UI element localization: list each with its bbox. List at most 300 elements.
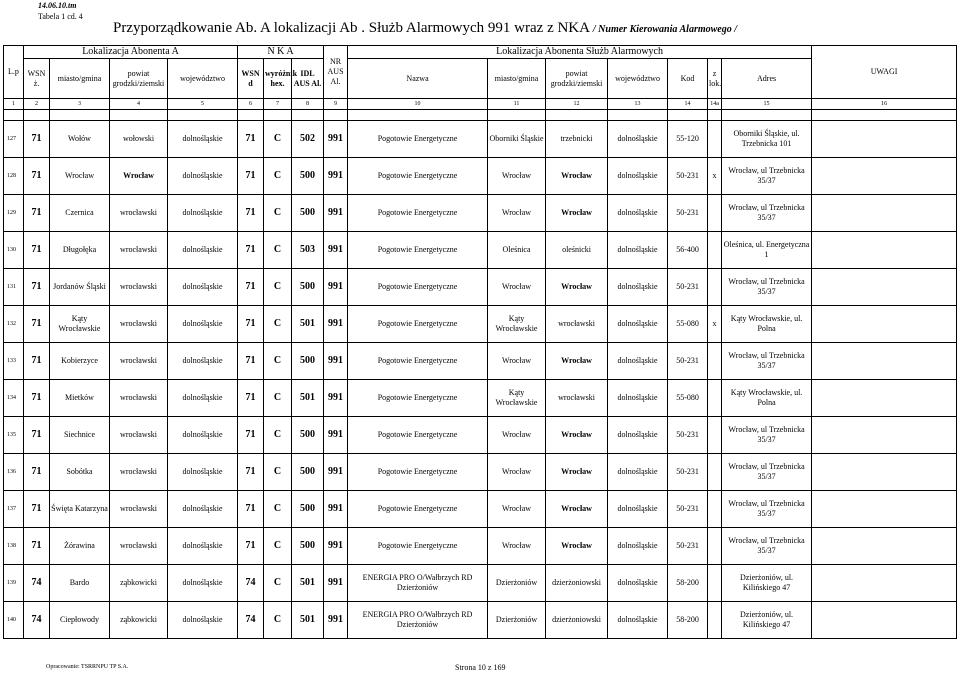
row-wojewodztwo: dolnośląskie	[168, 528, 238, 565]
col-number: 8	[292, 99, 324, 110]
row-kod: 50-231	[668, 343, 708, 380]
row-powiat: wrocławski	[110, 454, 168, 491]
row-adres: Oleśnica, ul. Energetyczna 1	[722, 232, 812, 269]
col-number: 14a	[708, 99, 722, 110]
row-z-lok	[708, 343, 722, 380]
col-number: 2	[24, 99, 50, 110]
row-z-lok	[708, 528, 722, 565]
row-uwagi	[812, 195, 957, 232]
row-wsn-d: 71	[238, 417, 264, 454]
row-lp: 136	[4, 454, 24, 491]
row-miasto2: Wrocław	[488, 528, 546, 565]
row-powiat2: Wrocław	[546, 491, 608, 528]
row-adres: Wrocław, ul Trzebnicka 35/37	[722, 417, 812, 454]
row-idl: 500	[292, 269, 324, 306]
row-powiat: wrocławski	[110, 306, 168, 343]
col-wojewodztwo2-header: województwo	[608, 59, 668, 99]
row-idl: 501	[292, 380, 324, 417]
row-kod: 50-231	[668, 269, 708, 306]
group-nka: N K A	[238, 46, 324, 59]
row-wojewodztwo: dolnośląskie	[168, 602, 238, 639]
table-row	[4, 565, 957, 602]
row-nazwa: Pogotowie Energetyczne	[348, 491, 488, 528]
row-miasto: Mietków	[50, 380, 110, 417]
col-wojewodztwo-header: województwo	[168, 59, 238, 99]
assignment-table	[3, 45, 957, 639]
title-subtitle: / Numer Kierowania Alarmowego /	[592, 24, 737, 35]
row-wojewodztwo: dolnośląskie	[168, 158, 238, 195]
row-wsn-z: 71	[24, 380, 50, 417]
page-title	[113, 20, 737, 37]
col-number: 15	[722, 99, 812, 110]
row-wojewodztwo: dolnośląskie	[168, 269, 238, 306]
col-number: 9	[324, 99, 348, 110]
row-powiat: wrocławski	[110, 195, 168, 232]
row-miasto: Bardo	[50, 565, 110, 602]
row-lp: 129	[4, 195, 24, 232]
row-uwagi	[812, 417, 957, 454]
row-wojewodztwo: dolnośląskie	[168, 565, 238, 602]
row-powiat2: Wrocław	[546, 269, 608, 306]
row-adres: Wrocław, ul Trzebnicka 35/37	[722, 343, 812, 380]
row-nr-aus: 991	[324, 232, 348, 269]
table-row	[4, 454, 957, 491]
row-wsn-d: 71	[238, 232, 264, 269]
table-row	[4, 158, 957, 195]
row-wsn-z: 71	[24, 417, 50, 454]
col-miasto-header: miasto/gmina	[50, 59, 110, 99]
row-wsn-z: 71	[24, 232, 50, 269]
table-row	[4, 232, 957, 269]
row-lp: 127	[4, 121, 24, 158]
row-nazwa: Pogotowie Energetyczne	[348, 195, 488, 232]
row-powiat: Wrocław	[110, 158, 168, 195]
row-idl: 500	[292, 417, 324, 454]
col-adres-header: Adres	[722, 59, 812, 99]
row-wsn-d: 71	[238, 121, 264, 158]
group-abonent-sa: Lokalizacja Abonenta Służb Alarmowych	[348, 46, 812, 59]
group-abonent-a: Lokalizacja Abonenta A	[24, 46, 238, 59]
row-adres: Dzierżoniów, ul. Kilińskiego 47	[722, 565, 812, 602]
row-wojewodztwo: dolnośląskie	[168, 454, 238, 491]
column-number-row	[4, 99, 957, 110]
row-adres: Wrocław, ul Trzebnicka 35/37	[722, 269, 812, 306]
row-powiat2: Wrocław	[546, 528, 608, 565]
row-wsn-z: 71	[24, 195, 50, 232]
col-kod-header: Kod	[668, 59, 708, 99]
row-kod: 55-080	[668, 380, 708, 417]
row-adres: Wrocław, ul Trzebnicka 35/37	[722, 454, 812, 491]
row-wsn-z: 71	[24, 491, 50, 528]
row-wsn-z: 71	[24, 528, 50, 565]
col-zlok-header: z lok.	[708, 59, 722, 99]
row-miasto: Czernica	[50, 195, 110, 232]
row-miasto2: Wrocław	[488, 158, 546, 195]
row-powiat: wrocławski	[110, 491, 168, 528]
row-wyroznik: C	[264, 121, 292, 158]
row-wsn-z: 71	[24, 306, 50, 343]
row-z-lok	[708, 454, 722, 491]
row-miasto2: Wrocław	[488, 269, 546, 306]
row-kod: 50-231	[668, 454, 708, 491]
row-wojewodztwo2: dolnośląskie	[608, 528, 668, 565]
row-adres: Kąty Wrocławskie, ul. Polna	[722, 380, 812, 417]
row-kod: 50-231	[668, 491, 708, 528]
row-adres: Wrocław, ul Trzebnicka 35/37	[722, 195, 812, 232]
row-nazwa: Pogotowie Energetyczne	[348, 343, 488, 380]
table-row	[4, 528, 957, 565]
row-uwagi	[812, 380, 957, 417]
col-number: 5	[168, 99, 238, 110]
col-number: 3	[50, 99, 110, 110]
col-idl-header: IDL AUS Al.	[292, 59, 324, 99]
spacer-row	[4, 110, 957, 121]
row-powiat: wrocławski	[110, 232, 168, 269]
row-nr-aus: 991	[324, 602, 348, 639]
row-nazwa: ENERGIA PRO O/Wałbrzych RD Dzierżoniów	[348, 602, 488, 639]
row-miasto: Kobierzyce	[50, 343, 110, 380]
row-wojewodztwo: dolnośląskie	[168, 121, 238, 158]
row-idl: 501	[292, 602, 324, 639]
row-powiat2: wrocławski	[546, 306, 608, 343]
row-kod: 56-400	[668, 232, 708, 269]
row-adres: Dzierżoniów, ul. Kilińskiego 47	[722, 602, 812, 639]
row-wyroznik: C	[264, 343, 292, 380]
row-z-lok	[708, 269, 722, 306]
row-wsn-z: 71	[24, 269, 50, 306]
row-powiat: ząbkowicki	[110, 602, 168, 639]
row-wsn-d: 74	[238, 565, 264, 602]
row-wojewodztwo2: dolnośląskie	[608, 306, 668, 343]
table-row	[4, 195, 957, 232]
row-lp: 140	[4, 602, 24, 639]
col-powiat-header: powiat grodzki/ziemski	[110, 59, 168, 99]
row-wojewodztwo2: dolnośląskie	[608, 565, 668, 602]
row-idl: 501	[292, 565, 324, 602]
row-wyroznik: C	[264, 232, 292, 269]
col-wsn-d-header: WSN d	[238, 59, 264, 99]
row-z-lok	[708, 417, 722, 454]
row-miasto2: Kąty Wrocławskie	[488, 306, 546, 343]
row-wojewodztwo: dolnośląskie	[168, 380, 238, 417]
row-wyroznik: C	[264, 602, 292, 639]
row-idl: 500	[292, 195, 324, 232]
row-kod: 55-080	[668, 306, 708, 343]
table-row	[4, 121, 957, 158]
row-kod: 50-231	[668, 158, 708, 195]
row-wyroznik: C	[264, 306, 292, 343]
row-wojewodztwo2: dolnośląskie	[608, 454, 668, 491]
row-z-lok: x	[708, 306, 722, 343]
row-kod: 50-231	[668, 417, 708, 454]
col-lp-header: L.p	[4, 46, 24, 99]
row-wsn-d: 71	[238, 195, 264, 232]
col-number: 4	[110, 99, 168, 110]
row-nr-aus: 991	[324, 269, 348, 306]
row-z-lok	[708, 602, 722, 639]
row-nazwa: Pogotowie Energetyczne	[348, 158, 488, 195]
row-miasto: Wołów	[50, 121, 110, 158]
row-wojewodztwo2: dolnośląskie	[608, 602, 668, 639]
row-nr-aus: 991	[324, 454, 348, 491]
row-powiat2: Wrocław	[546, 195, 608, 232]
row-lp: 134	[4, 380, 24, 417]
row-miasto2: Wrocław	[488, 343, 546, 380]
row-nr-aus: 991	[324, 380, 348, 417]
row-z-lok	[708, 195, 722, 232]
table-body	[4, 121, 957, 639]
row-nazwa: Pogotowie Energetyczne	[348, 417, 488, 454]
row-adres: Kąty Wrocławskie, ul. Polna	[722, 306, 812, 343]
row-idl: 500	[292, 491, 324, 528]
row-nr-aus: 991	[324, 306, 348, 343]
row-nr-aus: 991	[324, 417, 348, 454]
row-wyroznik: C	[264, 380, 292, 417]
row-miasto: Kąty Wrocławskie	[50, 306, 110, 343]
col-wyroznik-header: wyróżnik hex.	[264, 59, 292, 99]
row-wojewodztwo: dolnośląskie	[168, 306, 238, 343]
row-idl: 500	[292, 454, 324, 491]
row-nazwa: Pogotowie Energetyczne	[348, 121, 488, 158]
row-kod: 58-200	[668, 602, 708, 639]
row-wojewodztwo2: dolnośląskie	[608, 195, 668, 232]
row-nazwa: ENERGIA PRO O/Wałbrzych RD Dzierżoniów	[348, 565, 488, 602]
table-row	[4, 602, 957, 639]
row-z-lok: x	[708, 158, 722, 195]
row-lp: 139	[4, 565, 24, 602]
row-wyroznik: C	[264, 565, 292, 602]
row-uwagi	[812, 269, 957, 306]
row-wyroznik: C	[264, 454, 292, 491]
row-miasto: Jordanów Śląski	[50, 269, 110, 306]
row-idl: 502	[292, 121, 324, 158]
row-adres: Wrocław, ul Trzebnicka 35/37	[722, 528, 812, 565]
row-miasto: Święta Katarzyna	[50, 491, 110, 528]
col-number: 7	[264, 99, 292, 110]
row-wojewodztwo: dolnośląskie	[168, 417, 238, 454]
table-row	[4, 343, 957, 380]
col-nr-aus-header: NR AUS Al.	[324, 46, 348, 99]
row-wsn-z: 71	[24, 158, 50, 195]
row-nazwa: Pogotowie Energetyczne	[348, 306, 488, 343]
row-idl: 500	[292, 158, 324, 195]
row-lp: 133	[4, 343, 24, 380]
row-wyroznik: C	[264, 269, 292, 306]
row-z-lok	[708, 232, 722, 269]
row-wsn-d: 71	[238, 380, 264, 417]
row-wsn-d: 71	[238, 454, 264, 491]
title-main: Przyporządkowanie Ab. A lokalizacji Ab . Służb Alarmowych 991 wraz z NKA	[113, 20, 590, 36]
row-wojewodztwo2: dolnośląskie	[608, 121, 668, 158]
col-number: 11	[488, 99, 546, 110]
col-number: 1	[4, 99, 24, 110]
row-powiat2: Wrocław	[546, 158, 608, 195]
col-number: 16	[812, 99, 957, 110]
table-row	[4, 269, 957, 306]
row-powiat2: wrocławski	[546, 380, 608, 417]
table-label: Tabela 1 cd. 4	[38, 12, 83, 21]
row-nr-aus: 991	[324, 343, 348, 380]
row-uwagi	[812, 232, 957, 269]
row-miasto: Ciepłowody	[50, 602, 110, 639]
table-row	[4, 380, 957, 417]
row-wsn-d: 71	[238, 269, 264, 306]
row-powiat: wrocławski	[110, 269, 168, 306]
row-idl: 501	[292, 306, 324, 343]
row-idl: 503	[292, 232, 324, 269]
row-wsn-z: 74	[24, 565, 50, 602]
row-wojewodztwo2: dolnośląskie	[608, 343, 668, 380]
row-uwagi	[812, 491, 957, 528]
row-lp: 138	[4, 528, 24, 565]
col-uwagi-header: UWAGI	[812, 46, 957, 99]
row-wsn-d: 74	[238, 602, 264, 639]
row-nazwa: Pogotowie Energetyczne	[348, 528, 488, 565]
row-miasto2: Wrocław	[488, 454, 546, 491]
row-uwagi	[812, 454, 957, 491]
row-miasto2: Wrocław	[488, 417, 546, 454]
row-wyroznik: C	[264, 195, 292, 232]
row-miasto: Siechnice	[50, 417, 110, 454]
row-lp: 131	[4, 269, 24, 306]
row-powiat2: trzebnicki	[546, 121, 608, 158]
row-wojewodztwo2: dolnośląskie	[608, 269, 668, 306]
row-wojewodztwo2: dolnośląskie	[608, 417, 668, 454]
row-wojewodztwo: dolnośląskie	[168, 491, 238, 528]
row-idl: 500	[292, 528, 324, 565]
row-wsn-z: 71	[24, 343, 50, 380]
col-wsn-z-header: WSN ż.	[24, 59, 50, 99]
row-uwagi	[812, 528, 957, 565]
row-kod: 50-231	[668, 195, 708, 232]
row-lp: 135	[4, 417, 24, 454]
row-wsn-d: 71	[238, 158, 264, 195]
row-wsn-d: 71	[238, 306, 264, 343]
row-wyroznik: C	[264, 528, 292, 565]
row-kod: 50-231	[668, 528, 708, 565]
row-miasto: Długołęka	[50, 232, 110, 269]
row-uwagi	[812, 158, 957, 195]
row-miasto2: Wrocław	[488, 491, 546, 528]
row-adres: Wrocław, ul Trzebnicka 35/37	[722, 158, 812, 195]
row-kod: 55-120	[668, 121, 708, 158]
row-wojewodztwo: dolnośląskie	[168, 195, 238, 232]
col-number: 10	[348, 99, 488, 110]
footer-prepared: Opracowanie: TSRRNPU TP S.A.	[46, 664, 129, 670]
row-nr-aus: 991	[324, 195, 348, 232]
row-powiat2: Wrocław	[546, 343, 608, 380]
row-powiat: wrocławski	[110, 343, 168, 380]
row-lp: 137	[4, 491, 24, 528]
row-miasto2: Kąty Wrocławskie	[488, 380, 546, 417]
row-uwagi	[812, 306, 957, 343]
row-kod: 58-200	[668, 565, 708, 602]
col-number: 6	[238, 99, 264, 110]
row-wojewodztwo2: dolnośląskie	[608, 491, 668, 528]
table-row	[4, 491, 957, 528]
row-miasto2: Dzierżoniów	[488, 602, 546, 639]
row-nazwa: Pogotowie Energetyczne	[348, 232, 488, 269]
row-powiat: wrocławski	[110, 380, 168, 417]
row-wsn-z: 74	[24, 602, 50, 639]
row-lp: 132	[4, 306, 24, 343]
row-powiat2: Wrocław	[546, 417, 608, 454]
row-nazwa: Pogotowie Energetyczne	[348, 454, 488, 491]
table-row	[4, 417, 957, 454]
row-uwagi	[812, 565, 957, 602]
row-wyroznik: C	[264, 491, 292, 528]
row-uwagi	[812, 602, 957, 639]
header-group-row	[4, 46, 957, 59]
row-z-lok	[708, 491, 722, 528]
row-nr-aus: 991	[324, 528, 348, 565]
row-miasto2: Oborniki Śląskie	[488, 121, 546, 158]
row-miasto: Wrocław	[50, 158, 110, 195]
row-nazwa: Pogotowie Energetyczne	[348, 380, 488, 417]
row-miasto2: Dzierżoniów	[488, 565, 546, 602]
row-miasto: Sobótka	[50, 454, 110, 491]
row-powiat2: oleśnicki	[546, 232, 608, 269]
row-wyroznik: C	[264, 158, 292, 195]
row-wojewodztwo2: dolnośląskie	[608, 158, 668, 195]
row-wsn-d: 71	[238, 491, 264, 528]
row-miasto2: Oleśnica	[488, 232, 546, 269]
row-nr-aus: 991	[324, 491, 348, 528]
col-number: 14	[668, 99, 708, 110]
row-adres: Oborniki Śląskie, ul. Trzebnicka 101	[722, 121, 812, 158]
row-uwagi	[812, 121, 957, 158]
row-nr-aus: 991	[324, 565, 348, 602]
document-date: 14.06.10.tm	[38, 1, 77, 10]
row-z-lok	[708, 380, 722, 417]
row-lp: 128	[4, 158, 24, 195]
row-wojewodztwo2: dolnośląskie	[608, 380, 668, 417]
row-wsn-d: 71	[238, 528, 264, 565]
row-wsn-d: 71	[238, 343, 264, 380]
row-wojewodztwo: dolnośląskie	[168, 343, 238, 380]
row-nr-aus: 991	[324, 121, 348, 158]
row-adres: Wrocław, ul Trzebnicka 35/37	[722, 491, 812, 528]
row-powiat: wrocławski	[110, 417, 168, 454]
row-powiat: ząbkowicki	[110, 565, 168, 602]
row-nr-aus: 991	[324, 158, 348, 195]
row-lp: 130	[4, 232, 24, 269]
row-wsn-z: 71	[24, 121, 50, 158]
row-idl: 500	[292, 343, 324, 380]
row-powiat: wołowski	[110, 121, 168, 158]
row-wsn-z: 71	[24, 454, 50, 491]
row-wojewodztwo2: dolnośląskie	[608, 232, 668, 269]
row-nazwa: Pogotowie Energetyczne	[348, 269, 488, 306]
row-wojewodztwo: dolnośląskie	[168, 232, 238, 269]
row-z-lok	[708, 121, 722, 158]
row-wyroznik: C	[264, 417, 292, 454]
col-nazwa-header: Nazwa	[348, 59, 488, 99]
col-powiat2-header: powiat grodzki/ziemski	[546, 59, 608, 99]
row-powiat2: dzierżoniowski	[546, 565, 608, 602]
row-miasto2: Wrocław	[488, 195, 546, 232]
row-powiat2: dzierżoniowski	[546, 602, 608, 639]
row-powiat: wrocławski	[110, 528, 168, 565]
row-powiat2: Wrocław	[546, 454, 608, 491]
col-miasto2-header: miasto/gmina	[488, 59, 546, 99]
col-number: 13	[608, 99, 668, 110]
row-z-lok	[708, 565, 722, 602]
col-number: 12	[546, 99, 608, 110]
table-row	[4, 306, 957, 343]
row-miasto: Żórawina	[50, 528, 110, 565]
row-uwagi	[812, 343, 957, 380]
